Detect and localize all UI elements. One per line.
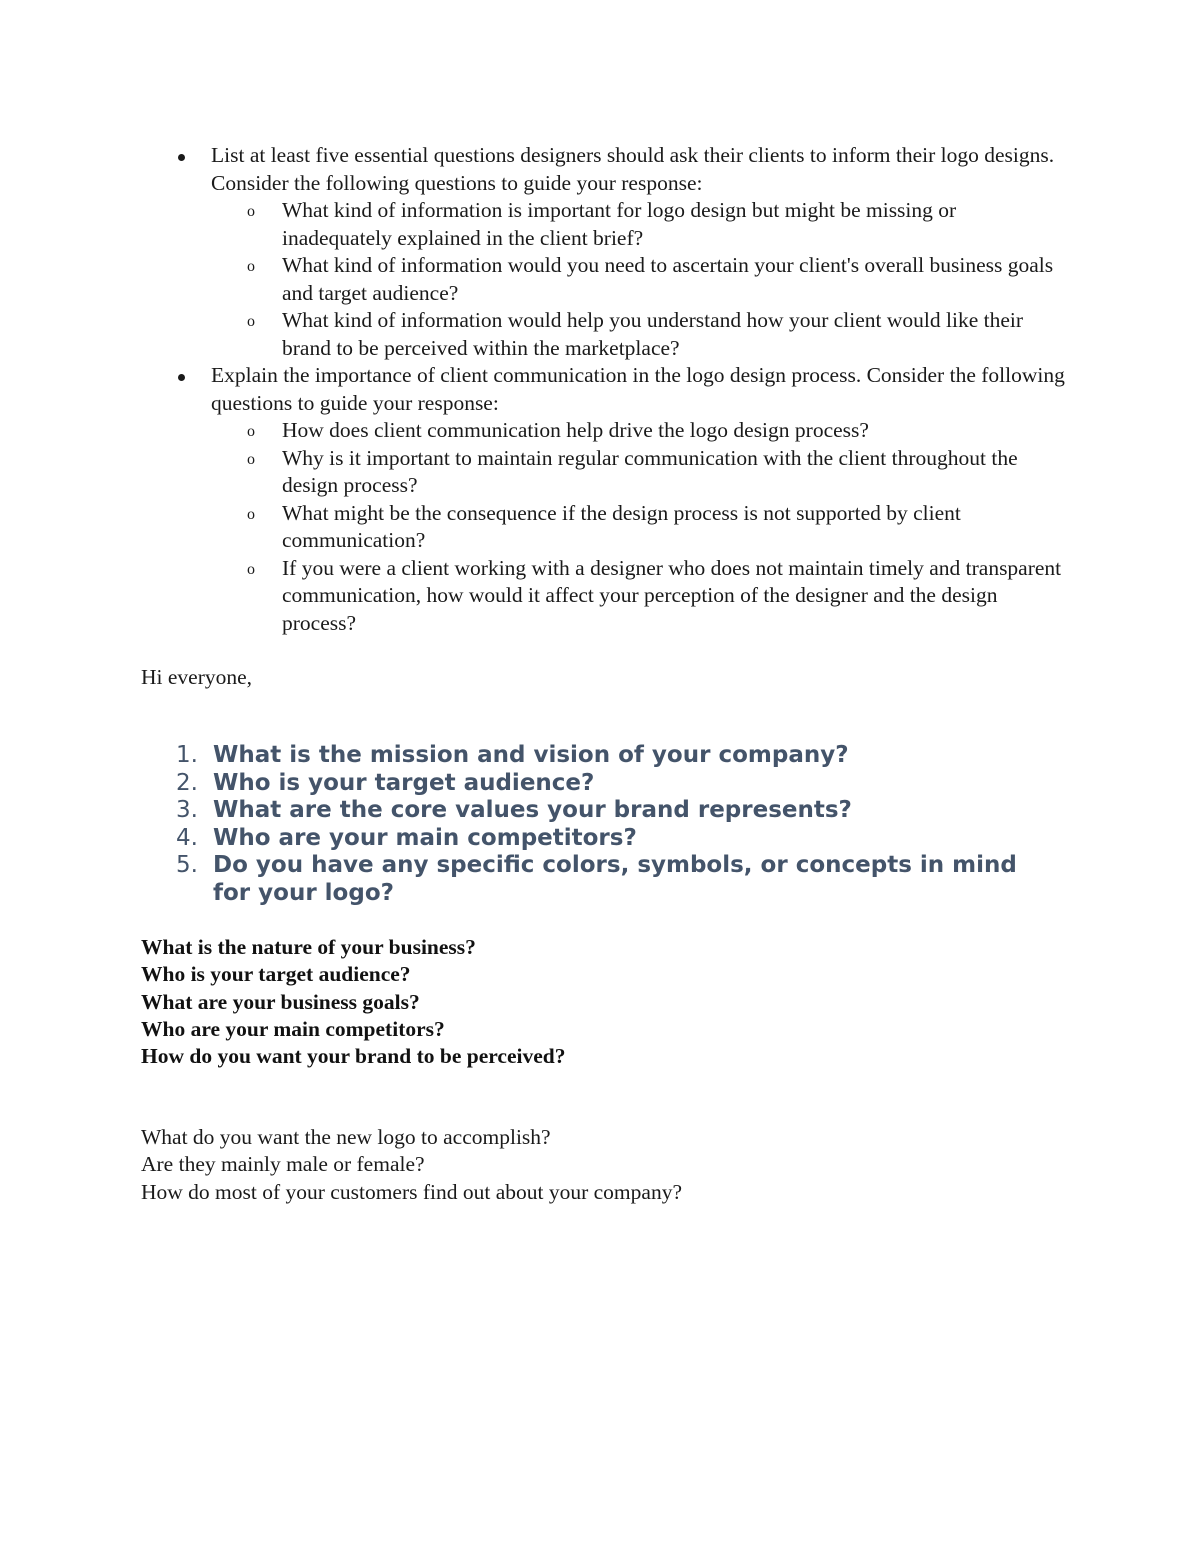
plain-question-line: Are they mainly male or female? [141,1152,425,1177]
sub-item [211,197,1070,252]
sub-bullet-marker: o [247,450,255,468]
sub-item-text: What kind of information would you need to ascertain your client's overall business goals and target audience? [282,253,1054,305]
sub-item [211,252,1070,307]
bold-question-line: What are your business goals? [141,989,420,1014]
sub-item-text: Why is it important to maintain regular communication with the client throughout the design process? [282,445,1018,497]
numbered-item [0,742,1200,770]
plain-question-line: How do most of your customers find out about your company? [141,1179,682,1204]
sub-item [211,417,1070,445]
sub-bullet-marker: o [247,505,255,523]
numbered-item [0,797,1200,825]
plain-question-line: What do you want the new logo to accomplish? [141,1125,551,1149]
item-text: What is the mission and vision of your company? [213,742,849,768]
sub-question-list [211,417,1070,637]
item-text: Who are your main competitors? [213,824,637,851]
item-text: Do you have any specific colors, symbols, or concepts in mind for your logo? [213,852,1017,906]
sub-bullet-marker: o [247,423,255,440]
sub-item [211,445,1070,500]
bold-question-line: Who are your main competitors? [141,1016,445,1041]
bold-question-block [141,934,565,1070]
numbered-item [0,825,1200,853]
greeting: Hi everyone, [141,665,253,689]
bullet-text: List at least five essential questions designers should ask their clients to inform their logo designs. Consider the following questions to guide your response: [211,143,1055,195]
item-number: 3. [176,797,198,823]
instruction-bullet-list [0,142,1200,637]
sub-item [211,307,1070,362]
sub-question-list [211,197,1070,362]
bold-question-line: Who is your target audience? [141,962,411,987]
sub-bullet-marker: o [247,560,255,578]
plain-question-block [141,1124,682,1206]
numbered-question-list [0,742,1200,907]
sub-item-text: How does client communication help drive the logo design process? [282,418,869,442]
sub-item [211,500,1070,555]
sub-bullet-marker: o [247,258,255,275]
sub-item-text: What might be the consequence if the design process is not supported by client communication? [282,500,961,552]
item-number: 2. [176,769,198,796]
item-text: What are the core values your brand represents? [213,797,852,823]
bullet-dot-icon [174,362,188,390]
numbered-item [0,852,1200,907]
sub-bullet-marker: o [247,313,255,330]
sub-item-text: What kind of information would help you understand how your client would like their brand to be perceived within the marketplace? [282,308,1024,360]
numbered-item [0,770,1200,798]
item-number: 1. [176,742,198,768]
sub-item-text: If you were a client working with a designer who does not maintain timely and transparent communication, how would it affect your perception of the designer and the design process? [282,555,1062,635]
sub-bullet-marker: o [247,203,255,220]
item-number: 5. [176,852,198,878]
item-text: Who is your target audience? [213,769,595,796]
bullet-text: Explain the importance of client communication in the logo design process. Consider the following questions to guide your response: [211,363,1065,415]
item-number: 4. [176,824,198,851]
bullet-item [0,142,1200,362]
bullet-item [0,362,1200,637]
sub-item-text: What kind of information is important for logo design but might be missing or inadequately explained in the client brief? [282,198,957,250]
bold-question-line: How do you want your brand to be perceived? [141,1044,566,1069]
bullet-dot-icon [174,142,188,170]
sub-item [211,555,1070,638]
bold-question-line: What is the nature of your business? [141,935,476,959]
